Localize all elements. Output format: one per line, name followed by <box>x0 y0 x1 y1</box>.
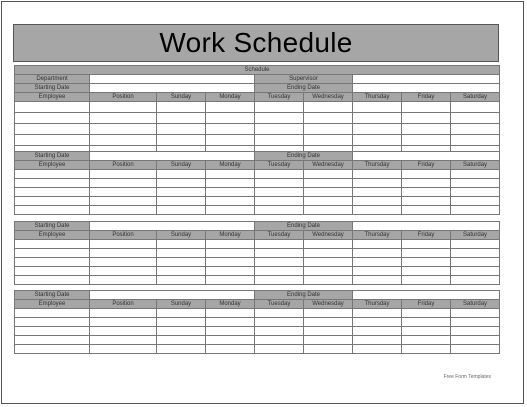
schedule-cell[interactable] <box>90 249 157 258</box>
schedule-cell[interactable] <box>451 197 500 206</box>
schedule-cell[interactable] <box>304 179 353 188</box>
schedule-cell[interactable] <box>90 276 157 285</box>
column-header-monday: Monday <box>206 93 255 102</box>
schedule-cell[interactable] <box>255 206 304 215</box>
column-header-tuesday: Tuesday <box>255 161 304 170</box>
schedule-cell[interactable] <box>15 240 90 249</box>
schedule-cell[interactable] <box>255 345 304 354</box>
table-row <box>15 124 500 135</box>
schedule-cell[interactable] <box>304 102 353 113</box>
schedule-cell[interactable] <box>451 124 500 135</box>
column-header-position: Position <box>90 300 157 309</box>
schedule-cell[interactable] <box>255 276 304 285</box>
column-header-sunday: Sunday <box>157 231 206 240</box>
schedule-cell[interactable] <box>206 258 255 267</box>
schedule-cell[interactable] <box>451 135 500 146</box>
schedule-cell[interactable] <box>451 179 500 188</box>
schedule-cell[interactable] <box>402 102 451 113</box>
starting-date-label: Starting Date <box>15 152 90 161</box>
ending-date-label: Ending Date <box>255 152 353 161</box>
column-header-tuesday: Tuesday <box>255 231 304 240</box>
ending-date-field[interactable] <box>353 152 500 161</box>
column-header-wednesday: Wednesday <box>304 93 353 102</box>
schedule-cell[interactable] <box>402 179 451 188</box>
column-header-friday: Friday <box>402 231 451 240</box>
section-heading: Schedule <box>15 66 500 75</box>
column-header-saturday: Saturday <box>451 93 500 102</box>
schedule-cell[interactable] <box>157 249 206 258</box>
schedule-cell[interactable] <box>402 206 451 215</box>
schedule-cell[interactable] <box>304 336 353 345</box>
schedule-cell[interactable] <box>255 240 304 249</box>
schedule-cell[interactable] <box>90 179 157 188</box>
schedule-cell[interactable] <box>255 318 304 327</box>
schedule-cell[interactable] <box>255 197 304 206</box>
schedule-cell[interactable] <box>353 249 402 258</box>
schedule-cell[interactable] <box>157 327 206 336</box>
schedule-cell[interactable] <box>15 309 90 318</box>
schedule-cell[interactable] <box>157 188 206 197</box>
schedule-cell[interactable] <box>15 318 90 327</box>
schedule-cell[interactable] <box>255 179 304 188</box>
schedule-cell[interactable] <box>157 102 206 113</box>
schedule-cell[interactable] <box>206 197 255 206</box>
schedule-cell[interactable] <box>402 197 451 206</box>
schedule-cell[interactable] <box>304 206 353 215</box>
schedule-cell[interactable] <box>90 318 157 327</box>
column-header-friday: Friday <box>402 300 451 309</box>
schedule-cell[interactable] <box>353 240 402 249</box>
column-header-friday: Friday <box>402 161 451 170</box>
schedule-cell[interactable] <box>157 336 206 345</box>
schedule-cell[interactable] <box>304 309 353 318</box>
schedule-cell[interactable] <box>402 135 451 146</box>
schedule-cell[interactable] <box>206 179 255 188</box>
table-row <box>15 240 500 249</box>
column-header-monday: Monday <box>206 300 255 309</box>
schedule-cell[interactable] <box>157 206 206 215</box>
schedule-cell[interactable] <box>304 113 353 124</box>
schedule-cell[interactable] <box>304 124 353 135</box>
schedule-cell[interactable] <box>451 327 500 336</box>
ending-date-field[interactable] <box>353 291 500 300</box>
schedule-cell[interactable] <box>90 327 157 336</box>
schedule-cell[interactable] <box>15 267 90 276</box>
schedule-cell[interactable] <box>255 102 304 113</box>
column-header-position: Position <box>90 93 157 102</box>
column-header-employee: Employee <box>15 300 90 309</box>
table-row <box>15 170 500 179</box>
schedule-cell[interactable] <box>353 179 402 188</box>
column-header-thursday: Thursday <box>353 300 402 309</box>
table-row <box>15 197 500 206</box>
schedule-cell[interactable] <box>353 276 402 285</box>
schedule-cell[interactable] <box>15 170 90 179</box>
starting-date-field[interactable] <box>90 291 255 300</box>
schedule-cell[interactable] <box>15 258 90 267</box>
schedule-cell[interactable] <box>206 327 255 336</box>
table-row <box>15 188 500 197</box>
schedule-cell[interactable] <box>451 318 500 327</box>
schedule-cell[interactable] <box>90 345 157 354</box>
schedule-cell[interactable] <box>15 197 90 206</box>
schedule-block-3 <box>14 221 500 285</box>
schedule-cell[interactable] <box>304 345 353 354</box>
schedule-cell[interactable] <box>15 113 90 124</box>
schedule-cell[interactable] <box>451 276 500 285</box>
schedule-cell[interactable] <box>451 170 500 179</box>
schedule-cell[interactable] <box>157 179 206 188</box>
schedule-cell[interactable] <box>255 124 304 135</box>
schedule-cell[interactable] <box>402 124 451 135</box>
ending-date-label: Ending Date <box>255 222 353 231</box>
schedule-cell[interactable] <box>255 135 304 146</box>
schedule-cell[interactable] <box>90 135 157 146</box>
ending-date-label: Ending Date <box>255 291 353 300</box>
schedule-cell[interactable] <box>206 318 255 327</box>
schedule-cell[interactable] <box>255 170 304 179</box>
schedule-cell[interactable] <box>402 170 451 179</box>
schedule-cell[interactable] <box>90 197 157 206</box>
schedule-cell[interactable] <box>206 345 255 354</box>
starting-date-label: Starting Date <box>15 84 90 93</box>
schedule-cell[interactable] <box>255 336 304 345</box>
column-header-saturday: Saturday <box>451 161 500 170</box>
schedule-cell[interactable] <box>304 318 353 327</box>
schedule-cell[interactable] <box>255 188 304 197</box>
table-row <box>15 318 500 327</box>
schedule-cell[interactable] <box>402 249 451 258</box>
schedule-cell[interactable] <box>157 197 206 206</box>
schedule-cell[interactable] <box>353 345 402 354</box>
schedule-cell[interactable] <box>15 336 90 345</box>
column-header-monday: Monday <box>206 161 255 170</box>
schedule-cell[interactable] <box>353 267 402 276</box>
schedule-cell[interactable] <box>90 124 157 135</box>
schedule-cell[interactable] <box>402 318 451 327</box>
schedule-cell[interactable] <box>451 258 500 267</box>
schedule-cell[interactable] <box>304 188 353 197</box>
schedule-cell[interactable] <box>206 267 255 276</box>
schedule-cell[interactable] <box>206 276 255 285</box>
schedule-cell[interactable] <box>353 102 402 113</box>
schedule-cell[interactable] <box>90 309 157 318</box>
schedule-cell[interactable] <box>90 240 157 249</box>
column-header-thursday: Thursday <box>353 231 402 240</box>
schedule-cell[interactable] <box>206 240 255 249</box>
schedule-cell[interactable] <box>402 267 451 276</box>
starting-date-field[interactable] <box>90 152 255 161</box>
schedule-cell[interactable] <box>402 336 451 345</box>
table-row <box>15 258 500 267</box>
schedule-cell[interactable] <box>255 113 304 124</box>
column-header-sunday: Sunday <box>157 93 206 102</box>
schedule-cell[interactable] <box>206 135 255 146</box>
schedule-cell[interactable] <box>15 276 90 285</box>
page-title: Work Schedule <box>159 27 353 58</box>
schedule-cell[interactable] <box>157 124 206 135</box>
schedule-cell[interactable] <box>255 309 304 318</box>
starting-date-label: Starting Date <box>15 291 90 300</box>
schedule-cell[interactable] <box>206 188 255 197</box>
schedule-cell[interactable] <box>402 327 451 336</box>
supervisor-label: Supervisor <box>255 75 353 84</box>
schedule-cell[interactable] <box>206 113 255 124</box>
schedule-cell[interactable] <box>451 188 500 197</box>
schedule-cell[interactable] <box>451 102 500 113</box>
column-header-sunday: Sunday <box>157 161 206 170</box>
schedule-cell[interactable] <box>157 309 206 318</box>
schedule-cell[interactable] <box>255 258 304 267</box>
schedule-cell[interactable] <box>304 249 353 258</box>
table-row <box>15 276 500 285</box>
schedule-cell[interactable] <box>15 124 90 135</box>
column-header-thursday: Thursday <box>353 93 402 102</box>
schedule-cell[interactable] <box>206 309 255 318</box>
schedule-cell[interactable] <box>157 240 206 249</box>
schedule-cell[interactable] <box>451 267 500 276</box>
schedule-cell[interactable] <box>157 113 206 124</box>
schedule-cell[interactable] <box>90 113 157 124</box>
column-header-position: Position <box>90 231 157 240</box>
table-row <box>15 102 500 113</box>
schedule-cell[interactable] <box>90 170 157 179</box>
table-row <box>15 135 500 146</box>
column-header-tuesday: Tuesday <box>255 93 304 102</box>
table-row <box>15 327 500 336</box>
schedule-cell[interactable] <box>402 276 451 285</box>
schedule-cell[interactable] <box>304 197 353 206</box>
schedule-cell[interactable] <box>451 249 500 258</box>
schedule-cell[interactable] <box>90 336 157 345</box>
schedule-cell[interactable] <box>304 267 353 276</box>
department-label: Department <box>15 75 90 84</box>
schedule-cell[interactable] <box>157 318 206 327</box>
table-row <box>15 345 500 354</box>
column-header-thursday: Thursday <box>353 161 402 170</box>
schedule-cell[interactable] <box>90 102 157 113</box>
table-row <box>15 113 500 124</box>
schedule-cell[interactable] <box>15 188 90 197</box>
schedule-cell[interactable] <box>353 336 402 345</box>
schedule-cell[interactable] <box>157 267 206 276</box>
ending-date-field[interactable] <box>353 84 500 93</box>
footer-credit: Free Form Templates <box>443 374 491 380</box>
column-header-saturday: Saturday <box>451 231 500 240</box>
schedule-cell[interactable] <box>157 258 206 267</box>
schedule-cell[interactable] <box>402 188 451 197</box>
column-header-wednesday: Wednesday <box>304 161 353 170</box>
column-header-sunday: Sunday <box>157 300 206 309</box>
schedule-cell[interactable] <box>353 318 402 327</box>
column-header-position: Position <box>90 161 157 170</box>
column-header-employee: Employee <box>15 161 90 170</box>
schedule-cell[interactable] <box>451 309 500 318</box>
schedule-cell[interactable] <box>353 113 402 124</box>
schedule-cell[interactable] <box>304 240 353 249</box>
schedule-cell[interactable] <box>206 336 255 345</box>
schedule-cell[interactable] <box>451 206 500 215</box>
ending-date-field[interactable] <box>353 222 500 231</box>
column-header-wednesday: Wednesday <box>304 300 353 309</box>
schedule-cell[interactable] <box>206 102 255 113</box>
schedule-cell[interactable] <box>304 135 353 146</box>
table-row <box>15 336 500 345</box>
schedule-cell[interactable] <box>157 135 206 146</box>
table-row <box>15 249 500 258</box>
schedule-cell[interactable] <box>451 240 500 249</box>
schedule-cell[interactable] <box>353 309 402 318</box>
schedule-cell[interactable] <box>353 206 402 215</box>
schedule-cell[interactable] <box>255 267 304 276</box>
schedule-cell[interactable] <box>402 240 451 249</box>
column-header-tuesday: Tuesday <box>255 300 304 309</box>
schedule-cell[interactable] <box>304 258 353 267</box>
schedule-cell[interactable] <box>304 170 353 179</box>
starting-date-field[interactable] <box>90 222 255 231</box>
table-row <box>15 179 500 188</box>
schedule-cell[interactable] <box>402 345 451 354</box>
schedule-cell[interactable] <box>157 170 206 179</box>
schedule-cell[interactable] <box>304 276 353 285</box>
table-row <box>15 206 500 215</box>
schedule-cell[interactable] <box>451 336 500 345</box>
schedule-cell[interactable] <box>15 345 90 354</box>
schedule-cell[interactable] <box>402 258 451 267</box>
supervisor-field[interactable] <box>353 75 500 84</box>
schedule-cell[interactable] <box>353 327 402 336</box>
starting-date-label: Starting Date <box>15 222 90 231</box>
schedule-cell[interactable] <box>402 113 451 124</box>
ending-date-label: Ending Date <box>255 84 353 93</box>
schedule-cell[interactable] <box>90 188 157 197</box>
column-header-saturday: Saturday <box>451 300 500 309</box>
department-field[interactable] <box>90 75 255 84</box>
schedule-cell[interactable] <box>15 135 90 146</box>
schedule-cell[interactable] <box>206 124 255 135</box>
schedule-cell[interactable] <box>255 249 304 258</box>
schedule-cell[interactable] <box>15 179 90 188</box>
schedule-cell[interactable] <box>90 258 157 267</box>
schedule-cell[interactable] <box>15 206 90 215</box>
schedule-cell[interactable] <box>451 345 500 354</box>
schedule-cell[interactable] <box>353 124 402 135</box>
column-header-friday: Friday <box>402 93 451 102</box>
schedule-cell[interactable] <box>206 206 255 215</box>
schedule-cell[interactable] <box>15 102 90 113</box>
schedule-cell[interactable] <box>15 327 90 336</box>
column-header-employee: Employee <box>15 93 90 102</box>
table-row <box>15 267 500 276</box>
schedule-cell[interactable] <box>157 276 206 285</box>
schedule-cell[interactable] <box>157 345 206 354</box>
schedule-block-4 <box>14 290 500 354</box>
schedule-cell[interactable] <box>304 327 353 336</box>
schedule-cell[interactable] <box>255 327 304 336</box>
schedule-cell[interactable] <box>353 188 402 197</box>
schedule-cell[interactable] <box>353 258 402 267</box>
column-header-monday: Monday <box>206 231 255 240</box>
title-banner <box>13 24 499 62</box>
schedule-cell[interactable] <box>353 170 402 179</box>
schedule-cell[interactable] <box>353 197 402 206</box>
schedule-cell[interactable] <box>206 170 255 179</box>
schedule-cell[interactable] <box>451 113 500 124</box>
schedule-cell[interactable] <box>206 249 255 258</box>
column-header-employee: Employee <box>15 231 90 240</box>
schedule-cell[interactable] <box>90 206 157 215</box>
schedule-cell[interactable] <box>353 135 402 146</box>
column-header-wednesday: Wednesday <box>304 231 353 240</box>
table-row <box>15 309 500 318</box>
schedule-cell[interactable] <box>402 309 451 318</box>
schedule-block-2 <box>14 151 500 215</box>
schedule-cell[interactable] <box>15 249 90 258</box>
schedule-cell[interactable] <box>90 267 157 276</box>
starting-date-field[interactable] <box>90 84 255 93</box>
